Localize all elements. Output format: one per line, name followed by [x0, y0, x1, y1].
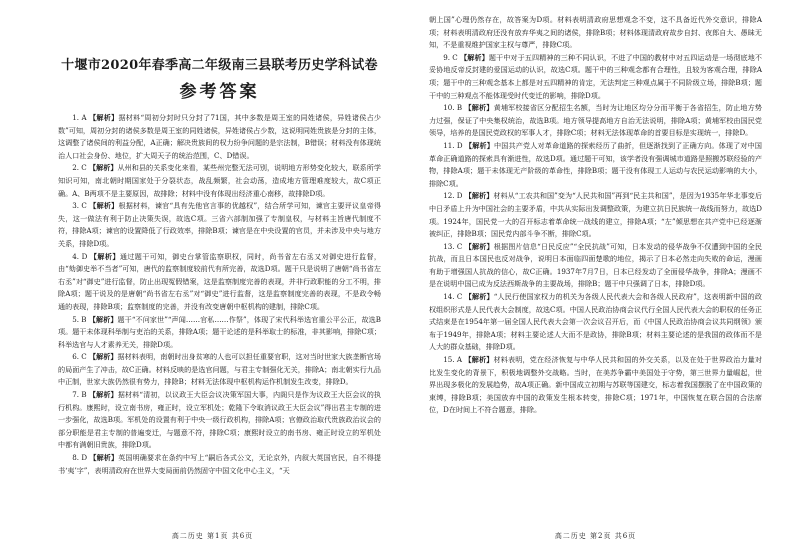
answer-item-continued: 朝上国”心理仍然存在，故答案为D项。材料表明清政府思想观念不变，这不具备近代外交意识，排除A项；材料表明清政府还没有放弃华夷之间的诸侯，排除B项；材料体现清政府故步自封、夜郎自大、愚昧无知，不是重视维护国家主权与尊严，排除C项。 — [429, 15, 762, 50]
answer-item: 11. D 【解析】中国共产党人对革命道路的探索经历了曲折，但逐渐找到了正确方向。体现了对中国革命正确道路的探索具有渐进性，故选D项。通过题干可知，该学者没有强调城市道路是照搬苏联经验的产物，排除A项；题干未体现无产阶级的革命性，排除B项；题干没有体现工人运动与农民运动影响的大小，排除C项。 — [429, 140, 763, 188]
analysis-tag: 【解析】 — [460, 52, 489, 62]
analysis-tag: 【解析】 — [88, 390, 118, 400]
page-footer: 高二历史 第2页 共6页 — [554, 532, 637, 540]
analysis-tag: 【解析】 — [464, 241, 494, 251]
answer-item: 15. A 【解析】材料表明，党在经济恢复与中华人民共和国的外交关系，以及在处于世界政治力量对比发生变化的背景下，积极地调整外交战略。当时，在美苏争霸中美国处于守势，第三世界力量崛起，世界出现多极化的发展趋势，故A项正确。新中国成立初期与苏联等国建交，标志着我国摆脱了在中国政策的束缚，排除B项；美国放弃中国的政策发生根本转变，排除C项；1971年，中国恢复在联合国的合法席位，D在时间上不符合题意，排除。 — [429, 355, 762, 415]
answer-item: 13. C 【解析】根据图片信息“日民反应”“全民抗战”可知，日本发动的侵华战争不仅遭到中国的全民抗战，而且日本国民也反对战争，说明日本面临四面楚歌的地位，揭示了日本必然走向失败的命运，漫画有助于增强国人抗战的信心，故C正确。1937年7月7日，日本已经发动了全面侵华战争，排除A；漫画不是在说明中国已成为反法西斯战争的主要战场，排除B；题干中只强调了日本，排除D项。 — [429, 241, 763, 289]
analysis-tag: 【解析】 — [88, 314, 118, 324]
answer-item: 1. A 【解析】据材料“周初分封时只分封了71国，其中多数是周王室的同姓诸侯，异姓诸侯占少数”可知，周初分封的诸侯多数是周王室的同姓诸侯，异姓诸侯占少数，这说明同姓贵族是分封的主体，这调整了诸侯间的利益分配，A正确；解决贵族间的权力纷争问题的是宗法制，B错误；材料没有体现统治人口社会身份、地位，扩大周天子的统治范围，C、D错误。 — [58, 113, 382, 160]
answer-item: 9. C 【解析】题干中对于五四精神的三种不同认识，不进了中国的教材中对五四运动是一场彻底地不妥协地反帝反封建的爱国运动的认识，故选C项。题干中的三种观念都有合理性，且较为客观合理，排除A项；题干中的三种观念基本上都是对五四精神的肯定，无法判定三种观点属于不同阶级立场，排除B项；题干中的三种观点不能体现受时代变迁的影响，排除D项。 — [429, 52, 762, 100]
answer-item: 8. D 【解析】英国明确要求在条约中写上“嗣后各式公文，无论京外，内叙大英国官民，自不得提书‘夷’字”，表明清政府在世界大变局面前仍然固守中国文化中心主义，“天 — [58, 453, 382, 475]
answer-item: 7. B 【解析】据材料“清初，以议政王大臣会议决策军国大事，内阁只是作为议政王大臣会议的执行机构。康熙时，设立南书房，雍正时，设立军机处；乾隆下令取消议政王大臣会议”得出君主专制的进一步强化，故选B项。军机处的设置有利于中央一级行政机构，排除A项；官僚政治取代贵族政治议会的部分职能是君主专制的普遍变迁，与题意不符，排除C项；康熙时设立的南书房、雍正时设立的军机处中都有满朝旧贵族，排除D项。 — [58, 390, 382, 450]
analysis-tag: 【解析】 — [464, 140, 494, 150]
analysis-tag: 【解析】 — [89, 453, 119, 463]
analysis-tag: 【解析】 — [89, 251, 120, 261]
answer-item: 4. D 【解析】通过题干可知，御史台掌管监察职权，同时，尚书省左右丞又对御史进行监督，由“劾御史举不当者”可知，唐代的监察制度较前代有所完善，故选D项。题干只是说明了唐朝“尚书省左右丞”对“御史”进行监督，防止出现冤假错案，这是监察制度完善的表现，并非行政职能的分工不明，排除A项；题干说及的是唐朝“尚书省左右丞”对“御史”进行监督，这是监察制度完善的表现，不是政令畅通的表现，排除B项；监察制度的完善，并没有改变唐朝中枢机构的建制，排除C项。 — [58, 251, 382, 311]
answer-item: 6. C 【解析】据材料表明，南朝时出身贫寒的人也可以担任重要官职，这对当时世家大族垄断官场的局面产生了冲击，故C正确。材料反映的是选官问题，与君主专制强化无关，排除A；南北朝实行九品中正制，世家大族仍然很有势力，排除B；材料无法体现中枢机构运作机制发生改变，排除D。 — [58, 352, 381, 387]
analysis-tag: 【解析】 — [464, 355, 494, 365]
analysis-tag: 【解析】 — [89, 113, 119, 122]
answer-item: 14. C 【解析】“人民行使国家权力的机关为各级人民代表大会和各级人民政府”，这表明新中国的政权组织形式是人民代表大会制度，故选C项。中国人民政治协商会议代行全国人民代表大会的职权的任务正式结束是在1954年第一届全国人民代表大会第一次会议召开后，而《中国人民政治协商会议共同纲领》颁布于1949年，排除A项；材料主要论述人大而不是政协，排除B项；材料主要论述的是我国的政体而不是人大的群众基础，排除D项。 — [429, 292, 762, 352]
analysis-tag: 【解析】 — [88, 352, 118, 362]
answer-item: 5. B 【解析】题干“不问家世”“声闻……官私……作祭”，体现了宋代科举选官重公平公正，故选B项。题干未体现科举制与吏治的关系，排除A项；题干论述的是科举取士的标准，非其影响，排除C项；科举选官与人才素养无关，排除D项。 — [58, 314, 381, 349]
answer-item: 10. B 【解析】黄埔军校接省区分配招生名额，当时为让地区均分分而平衡于各省招生，防止地方势力过强，保证了中央集权统治，故选B项。地方领导提高地方自治无法说明，排除A项；黄埔军校由国民党领导，培养的是国民党政权的军事人才，排除C项；材料无法体现革命的首要目标是实现统一，排除D。 — [429, 103, 763, 138]
answer-page-2 — [397, 0, 794, 550]
analysis-tag: 【解析】 — [464, 191, 494, 201]
exam-title: 十堰市2020年春季高二年级南三县联考历史学科试卷 — [61, 58, 378, 73]
analysis-tag: 【解析】 — [464, 103, 494, 113]
answer-item: 3. C 【解析】根据材料，谏官“具有先他官言事的优越权”，结合所学可知，谏官主要评议皇帝得失，这一做法有利于防止决策失误，故选C项。三省六部制加强了专制皇权，与材料主旨唐代制度不符，排除A项；谏官的设置降低了行政效率，排除B项；谏官是在中央设置的官员，并未涉及中央与地方关系，排除D项。 — [58, 201, 381, 248]
analysis-tag: 【解析】 — [464, 292, 494, 302]
answer-item: 12. D 【解析】材料从“工农共和国”变为“人民共和国”再到“民主共和国”，是因为1935年华北事变后中日矛盾上升为中国社会的主要矛盾，中共从实际出发调整政策，为建立抗日民族统一战线而努力，故选D项。1924年，国民党一大的召开标志着革命统一战线的建立，排除A项；“左”倾思想在共产党中已经逐渐被纠正，排除B项；国民党内部斗争不断，排除C项。 — [429, 191, 763, 239]
answer-item: 2. C 【解析】从州和县的关系变化来看，某些州完整无法可别，说明地方形势变化较大，联系所学知识可知，南北朝时期国家处于分裂状态，战乱频繁，社会动荡，造成地方管理难度较大，故C项正确。A、B两项不是主要原因，故排除；材料中没有体现出经济重心南移，故排除D项。 — [58, 163, 381, 198]
page-footer: 高二历史 第1页 共6页 — [171, 532, 254, 540]
analysis-tag: 【解析】 — [88, 163, 118, 173]
analysis-tag: 【解析】 — [89, 201, 119, 211]
answer-key-heading: 参考答案 — [179, 82, 260, 102]
